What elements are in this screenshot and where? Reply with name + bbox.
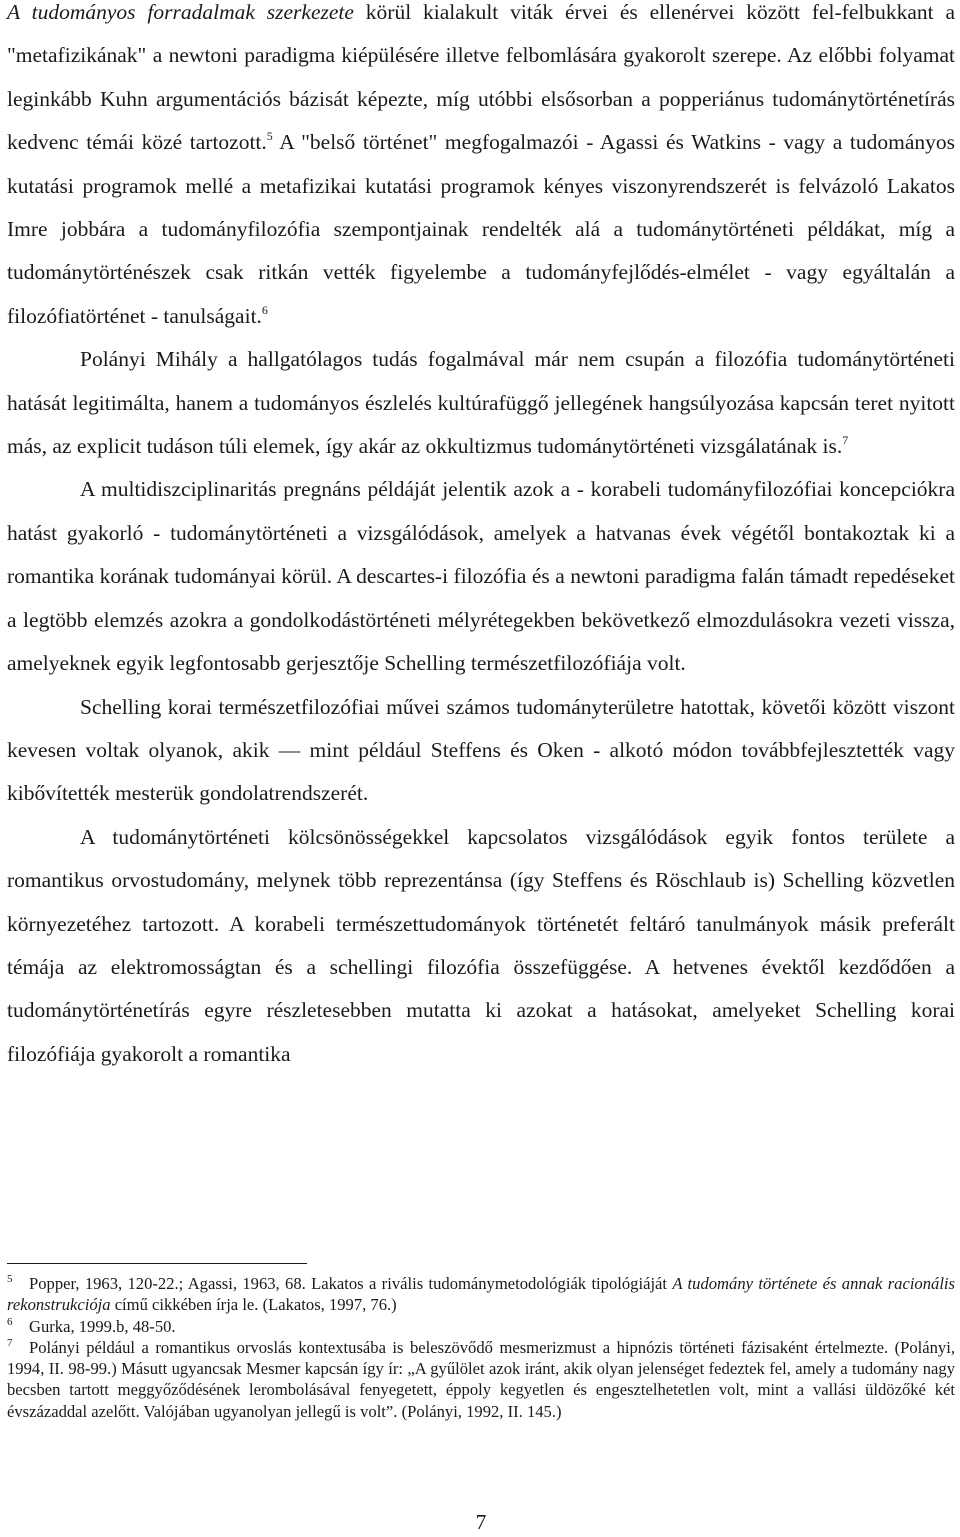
page-number: 7 bbox=[475, 1510, 487, 1534]
text-run: A tudománytörténeti kölcsönösségekkel kapcsolatos vizsgálódások egyik fontos területe a romantikus orvostudomány, melynek több reprezentánsa (így Steffens és Röschlaub is) Schelling közvetlen környezetéhez tartozott. A korabeli természettudományok történetét feltáró tanulmányok másik preferált témája az elektromosságtan és a schellingi filozófia összefüggése. A hetvenes évektől kezdődően a tudománytörténetírás egyre részletesebben mutatta ki azokat a hatásokat, amelyeket Schelling korai filozófiája gyakorolt a romantika bbox=[7, 824, 955, 1066]
text-run: Schelling korai természetfilozófiai művei számos tudományterületre hatottak, követői között viszont kevesen voltak olyanok, akik — mint például Steffens és Oken - alkotó módon továbbfejlesztették vagy kibővítették mesterük gondolatrendszerét. bbox=[7, 694, 955, 806]
footnote-reference: 7 bbox=[842, 433, 849, 448]
footnote-reference: 6 bbox=[261, 302, 268, 317]
paragraph bbox=[7, 468, 955, 685]
footnote: $^7$ Polányi például a romantikus orvoslás kontextusába is beleszövődő mesmerizmust a hipnózis történeti fázisaként értelmezte. (Polányi, 1994, II. 98-99.) Másutt ugyancsak Mesmer kapcsán így ír: „A gyűlölet azok iránt, akik olyan jelenséget fedeztek fel, amely a tudomány nagy becsben tartott meggyőződésének lerombolásával fenyegetett, éppoly kegyetlen és engesztelhetetlen volt, mint a vallási üldözőké két évszázaddal azelőtt. Valójában ugyanolyan jellegű is volt”. (Polányi, 1992, II. 145.) bbox=[7, 1336, 955, 1421]
footnote-separator bbox=[7, 1263, 307, 1264]
text-run: Popper, 1963, 120-22.; Agassi, 1963, 68. Lakatos a rivális tudománymetodológiák tipológiáját bbox=[29, 1274, 673, 1293]
text-run: Polányi Mihály a hallgatólagos tudás fogalmával már nem csupán a filozófia tudománytörténeti hatását legitimálta, hanem a tudományos észlelés kultúrafüggő jellegének hangsúlyozása kapcsán teret nyitott más, az explicit tudáson túli elemek, így akár az okkultizmus tudománytörténeti vizsgálatának is. bbox=[7, 347, 955, 459]
text-run: Polányi például a romantikus orvoslás kontextusába is beleszövődő mesmerizmust a hipnózis történeti fázisaként értelmezte. (Polányi, 1994, II. 98-99.) Másutt ugyancsak Mesmer kapcsán így ír: „A gyűlölet azok iránt, akik olyan jelenséget fedeztek fel, amely a tudomány nagy becsben tartott meggyőződésének lerombolásával fenyegetett, éppoly kegyetlen és engesztelhetetlen volt, mint a vallási üldözőké két évszázaddal azelőtt. Valójában ugyanolyan jellegű is volt”. (Polányi, 1992, II. 145.) bbox=[7, 1337, 955, 1421]
text-run: A "belső történet" megfogalmazói - Agassi és Watkins - vagy a tudományos kutatási programok mellé a metafizikai kutatási programok kényes viszonyrendszerét is felvázoló Lakatos Imre jobbára a tudományfilozófia szempontjainak rendelték alá a tudománytörténeti példákat, míg a tudománytörténészek csak ritkán vették figyelembe a tudományfejlődés-elmélet - vagy egyáltalán a filozófiatörténet - tanulságait. bbox=[7, 130, 955, 328]
body-text bbox=[7, 0, 955, 1076]
footnote: $^6$ Gurka, 1999.b, 48-50. bbox=[7, 1315, 176, 1336]
footnote-reference: 5 bbox=[266, 129, 273, 144]
text-run: Gurka, 1999.b, 48-50. bbox=[29, 1316, 176, 1336]
text-run: körül kialakult viták érvei és ellenérvei között fel-felbukkant a "metafizikának" a newtoni paradigma kiépülésére illetve felbomlására gyakorolt szerepe. Az előbbi folyamat leginkább Kuhn argumentációs bázisát képezte, míg utóbbi elsősorban a popperiánus tudománytörténetírás kedvenc témái közé tartozott. bbox=[7, 0, 956, 155]
paragraph bbox=[7, 816, 955, 1076]
text-run: című cikkében írja le. (Lakatos, 1997, 76.) bbox=[110, 1295, 397, 1315]
paragraph bbox=[7, 338, 955, 468]
document-page bbox=[7, 0, 956, 1534]
text-run: A multidiszciplinaritás pregnáns példáját jelentik azok a - korabeli tudományfilozófiai koncepciókra hatást gyakorló - tudománytörténeti a vizsgálódások, amelyek a hatvanas évek végétől bontakoztak ki a romantika korának tudományai körül. A descartes-i filozófia és a newtoni paradigma falán támadt repedéseket a legtöbb elemzés azokra a gondolkodástörténeti mélyrétegekben bekövetkező elmozdulásokra vezeti vissza, amelyeknek egyik legfontosabb gerjesztője Schelling természetfilozófiája volt. bbox=[7, 477, 955, 676]
paragraph bbox=[7, 686, 955, 816]
italic-text: A tudományos forradalmak szerkezete bbox=[7, 0, 354, 24]
footnote: $^5$ Popper, 1963, 120-22.; Agassi, 1963, 68. Lakatos a rivális tudománymetodológiák tipológiáját A tudomány története és annak racionális rekonstrukciója című cikkében írja le. (Lakatos, 1997, 76.) bbox=[7, 1273, 955, 1315]
paragraph bbox=[7, 0, 955, 338]
italic-text: A tudomány története és annak racionális rekonstrukciója bbox=[7, 1274, 955, 1315]
footnotes bbox=[7, 1273, 955, 1422]
